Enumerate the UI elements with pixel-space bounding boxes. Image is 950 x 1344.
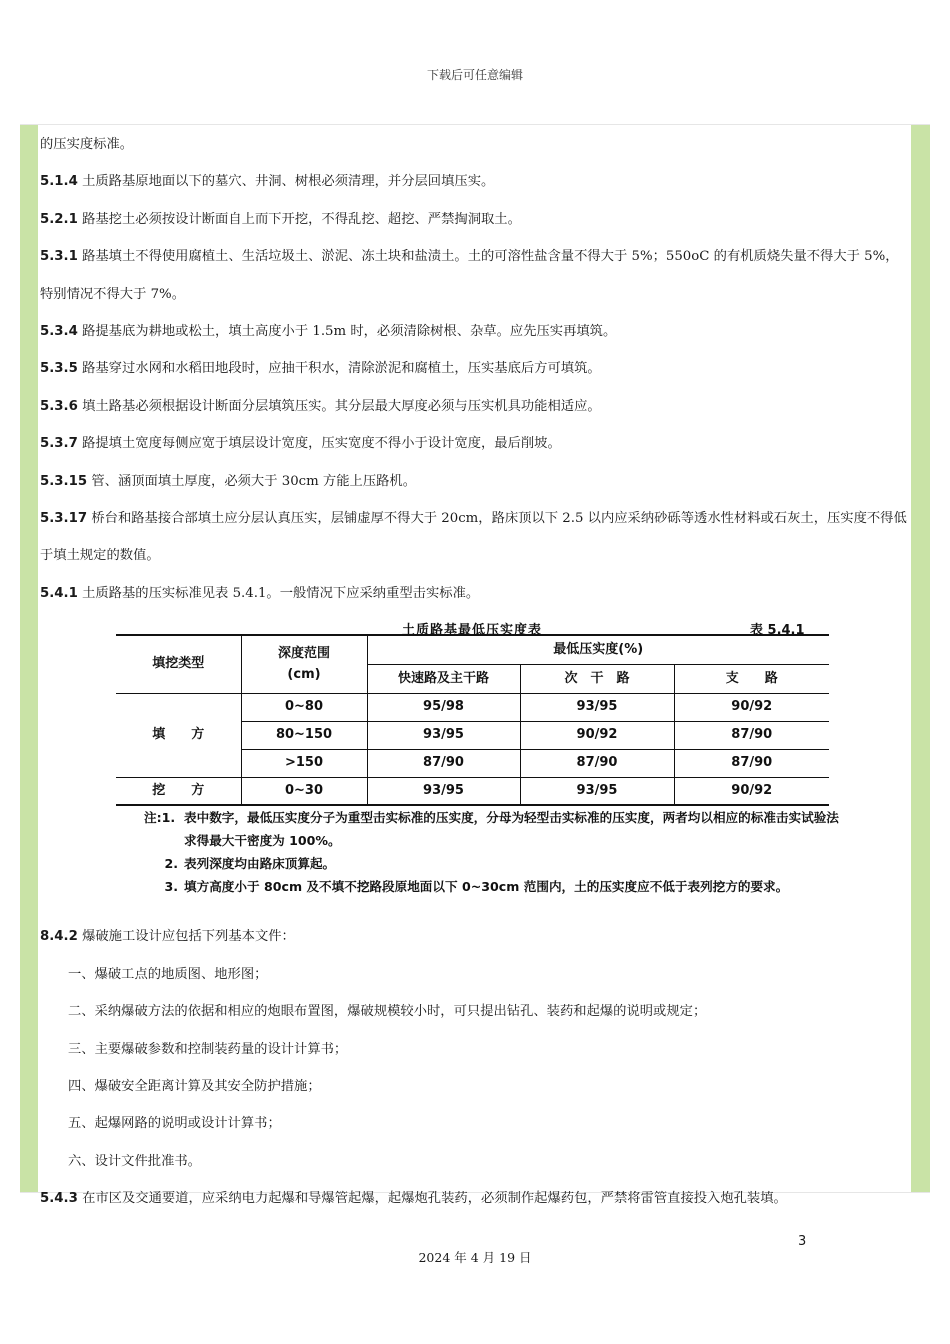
header-depth-range: 深度范围 (cm) bbox=[241, 635, 367, 693]
clause-text: 在市区及交通要道，应采纳电力起爆和导爆管起爆，起爆炮孔装药，必须制作起爆药包，严禁将雷管直接投入炮孔装填。 bbox=[77, 1191, 787, 1207]
clause-text: 路基穿过水网和水稻田地段时，应抽干积水，清除淤泥和腐植土，压实基底后方可填筑。 bbox=[77, 361, 601, 377]
table-title: 土质路基最低压实度表 bbox=[402, 623, 543, 639]
cell-depth: >150 bbox=[241, 749, 367, 777]
clause-5-3-17 bbox=[40, 500, 908, 575]
header-fill-cut-type: 填挖类型 bbox=[116, 635, 241, 693]
clause-text: 路提填土宽度每侧应宽于填层设计宽度，压实宽度不得小于设计宽度，最后削坡。 bbox=[77, 436, 561, 452]
cell-value: 95/98 bbox=[367, 693, 520, 721]
cell-depth: 80~150 bbox=[241, 721, 367, 749]
clause-5-4-1 bbox=[40, 575, 908, 612]
clause-5-3-7 bbox=[40, 425, 908, 462]
cell-value: 90/92 bbox=[674, 693, 829, 721]
clause-text: 爆破施工设计应包括下列基本文件： bbox=[77, 929, 295, 945]
clause-number: 5.3.15 bbox=[40, 473, 88, 489]
clause-8-4-2 bbox=[40, 918, 908, 955]
page-number: 3 bbox=[798, 1234, 807, 1249]
clause-text: 路基填土不得使用腐植土、生活垃圾土、淤泥、冻土块和盐渍土。土的可溶性盐含量不得大于 5%；550oC 的有机质烧失量不得大于 5%，特别情况不得大于 7%。 bbox=[40, 249, 899, 302]
cell-value: 87/90 bbox=[520, 749, 674, 777]
header-branch-road: 支 路 bbox=[674, 664, 829, 693]
clause-number: 5.3.1 bbox=[40, 249, 78, 265]
cell-value: 90/92 bbox=[674, 777, 829, 805]
table-note: 2. 表列深度均由路床顶算起。 bbox=[164, 856, 336, 872]
table-header-row bbox=[116, 635, 829, 664]
document-body bbox=[40, 126, 908, 1218]
clause-text: 桥台和路基接合部填土应分层认真压实，层铺虚厚不得大于 20cm，路床顶以下 2.5 以内应采纳砂砾等透水性材料或石灰土，压实度不得低于填土规定的数值。 bbox=[40, 511, 907, 564]
clause-number: 8.4.2 bbox=[40, 929, 78, 945]
clause-text: 土质路基的压实标准见表 5.4.1。一般情况下应采纳重型击实标准。 bbox=[77, 585, 480, 601]
clause-text: 路基挖土必须按设计断面自上而下开挖，不得乱挖、超挖、严禁掏洞取土。 bbox=[77, 211, 521, 227]
cell-depth: 0~80 bbox=[241, 693, 367, 721]
header-expressway: 快速路及主干路 bbox=[367, 664, 520, 693]
list-item: 一、爆破工点的地质图、地形图； bbox=[68, 966, 268, 982]
top-rule bbox=[20, 124, 930, 125]
table-row bbox=[116, 693, 829, 721]
clause-text: 管、涵顶面填土厚度，必须大于 30cm 方能上压路机。 bbox=[87, 473, 417, 489]
clause-number: 5.4.1 bbox=[40, 585, 78, 601]
clause-5-3-15 bbox=[40, 463, 908, 500]
clause-5-3-4 bbox=[40, 313, 908, 350]
list-item: 六、设计文件批准书。 bbox=[68, 1153, 201, 1169]
cell-value: 93/95 bbox=[367, 777, 520, 805]
right-margin-band bbox=[911, 124, 930, 1193]
cell-value: 87/90 bbox=[674, 721, 829, 749]
clause-text: 土质路基原地面以下的墓穴、井洞、树根必须清理，并分层回填压实。 bbox=[77, 174, 495, 190]
clause-number: 5.1.4 bbox=[40, 174, 78, 190]
clause-number: 5.3.6 bbox=[40, 398, 78, 414]
list-item: 四、爆破安全距离计算及其安全防护措施； bbox=[68, 1078, 321, 1094]
cell-value: 93/95 bbox=[520, 693, 674, 721]
list-item: 五、起爆网路的说明或设计计算书； bbox=[68, 1116, 281, 1132]
clause-number: 5.3.5 bbox=[40, 361, 78, 377]
cell-cut-type: 挖 方 bbox=[116, 777, 241, 805]
cell-value: 90/92 bbox=[520, 721, 674, 749]
cell-value: 87/90 bbox=[367, 749, 520, 777]
header-secondary-road: 次 干 路 bbox=[520, 664, 674, 693]
left-margin-band bbox=[20, 124, 38, 1193]
cell-fill-type: 填 方 bbox=[116, 693, 241, 777]
compaction-table-figure bbox=[40, 612, 908, 918]
list-item: 三、主要爆破参数和控制装药量的设计计算书； bbox=[68, 1041, 348, 1057]
clause-5-3-1 bbox=[40, 238, 908, 313]
header-min-compaction: 最低压实度(%) bbox=[367, 635, 829, 664]
compaction-table bbox=[116, 634, 829, 806]
cell-value: 87/90 bbox=[674, 749, 829, 777]
paragraph: 的压实度标准。 bbox=[40, 137, 134, 152]
table-number: 表 5.4.1 bbox=[750, 623, 805, 639]
cell-value: 93/95 bbox=[520, 777, 674, 805]
cell-depth: 0~30 bbox=[241, 777, 367, 805]
clause-text: 填土路基必须根据设计断面分层填筑压实。其分层最大厚度必须与压实机具功能相适应。 bbox=[77, 398, 601, 414]
clause-number: 5.3.4 bbox=[40, 324, 78, 340]
clause-number: 5.4.3 bbox=[40, 1191, 78, 1207]
clause-5-4-3 bbox=[40, 1180, 908, 1217]
cell-value: 93/95 bbox=[367, 721, 520, 749]
table-row bbox=[116, 777, 829, 805]
table-note: 注:1. 表中数字，最低压实度分子为重型击实标准的压实度，分母为轻型击实标准的压实度，两者均以相应的标准击实试验法求得最大干密度为 100%。 bbox=[144, 810, 839, 849]
page-header: 下载后可任意编辑 bbox=[426, 68, 523, 82]
table-note: 3. 填方高度小于 80cm 及不填不挖路段原地面以下 0~30cm 范围内，土的压实度应不低于表列挖方的要求。 bbox=[164, 879, 789, 895]
footer-date: 2024 年 4 月 19 日 bbox=[418, 1250, 532, 1265]
clause-5-3-5 bbox=[40, 350, 908, 387]
list-item: 二、采纳爆破方法的依据和相应的炮眼布置图，爆破规模较小时，可只提出钻孔、装药和起爆的说明或规定； bbox=[68, 1004, 707, 1020]
table-notes bbox=[144, 806, 844, 898]
clause-number: 5.3.7 bbox=[40, 436, 78, 452]
clause-5-2-1 bbox=[40, 201, 908, 238]
clause-number: 5.3.17 bbox=[40, 511, 88, 527]
clause-number: 5.2.1 bbox=[40, 211, 78, 227]
clause-5-3-6 bbox=[40, 388, 908, 425]
clause-5-1-4 bbox=[40, 163, 908, 200]
clause-text: 路提基底为耕地或松土，填土高度小于 1.5m 时，必须清除树根、杂草。应先压实再填筑。 bbox=[77, 324, 617, 340]
